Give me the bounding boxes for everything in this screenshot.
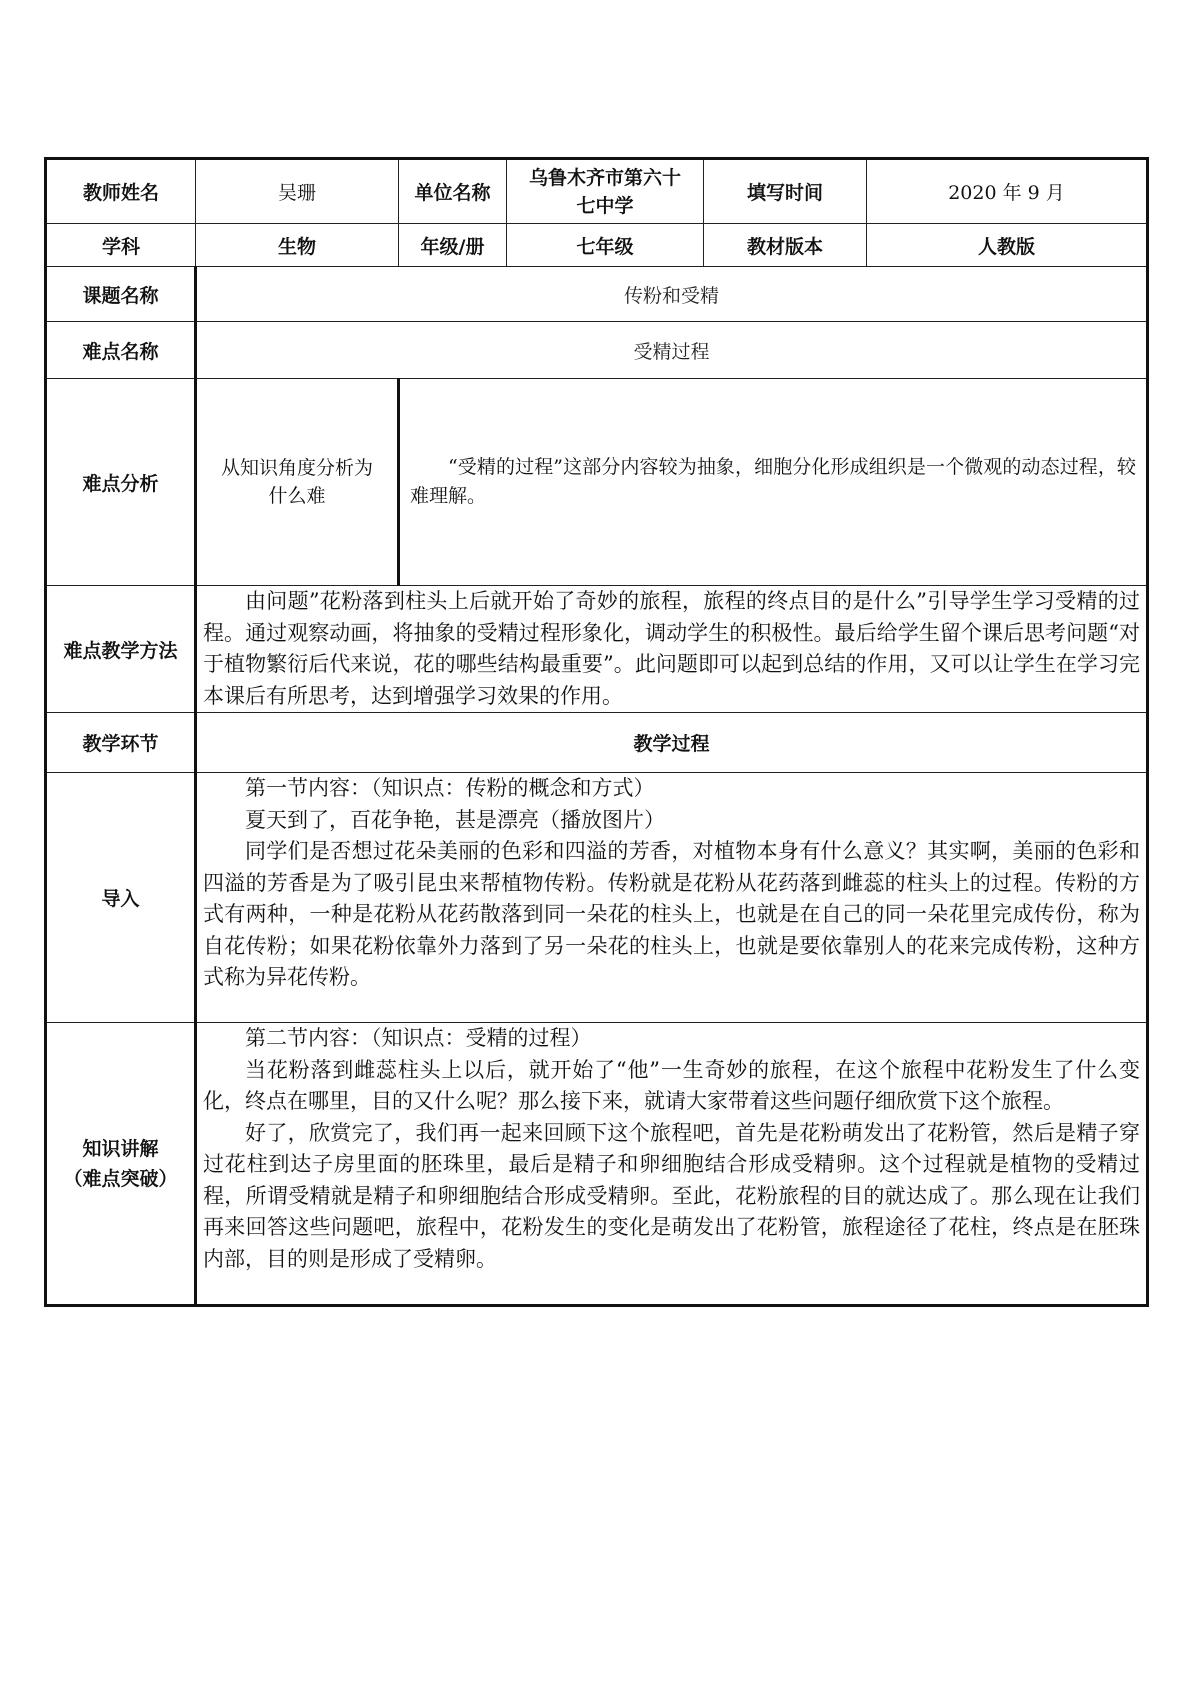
edition-value: 人教版 bbox=[867, 224, 1148, 267]
intro-row bbox=[46, 773, 1148, 1023]
intro-text-cell bbox=[196, 773, 1148, 1023]
edition-label: 教材版本 bbox=[704, 224, 867, 267]
knowledge-label-line1: 知识讲解 bbox=[82, 1137, 159, 1160]
method-text-cell bbox=[196, 586, 1148, 713]
unit-name-line2: 七中学 bbox=[576, 194, 634, 217]
topic-row bbox=[46, 267, 1148, 322]
topic-label: 课题名称 bbox=[46, 267, 196, 322]
header-row-2 bbox=[46, 224, 1148, 267]
lesson-plan-page bbox=[44, 157, 1146, 1307]
intro-label: 导入 bbox=[46, 773, 196, 1023]
knowledge-paragraph-1: 第二节内容：（知识点：受精的过程） bbox=[245, 1026, 592, 1050]
analysis-sub-label bbox=[196, 379, 399, 586]
analysis-sub-label-line1: 从知识角度分析为 bbox=[220, 457, 373, 479]
grade-value: 七年级 bbox=[507, 224, 704, 267]
process-header-row bbox=[46, 713, 1148, 773]
topic-value: 传粉和受精 bbox=[196, 267, 1148, 322]
process-stage-label: 教学环节 bbox=[46, 713, 196, 773]
unit-name-line1: 乌鲁木齐市第六十 bbox=[528, 166, 681, 189]
knowledge-text-cell bbox=[196, 1023, 1148, 1306]
lesson-plan-table bbox=[44, 157, 1149, 1307]
knowledge-paragraph-3: 好了，欣赏完了，我们再一起来回顾下这个旅程吧，首先是花粉萌发出了花粉管，然后是精子穿过花柱到达子房里面的胚珠里，最后是精子和卵细胞结合形成受精卵。这个过程就是植物的受精过程，所谓受精就是精子和卵细胞结合形成受精卵。至此，花粉旅程的目的就达成了。那么现在让我们再来回答这些问题吧，旅程中，花粉发生的变化是萌发出了花粉管，旅程途径了花柱，终点是在胚珠内部，目的则是形成了受精卵。 bbox=[203, 1120, 1140, 1271]
fill-date-label: 填写时间 bbox=[704, 159, 867, 224]
knowledge-paragraph-2: 当花粉落到雌蕊柱头上以后，就开始了“他”一生奇妙的旅程，在这个旅程中花粉发生了什么变化，终点在哪里，目的又什么呢？那么接下来，就请大家带着这些问题仔细欣赏下这个旅程。 bbox=[203, 1057, 1140, 1113]
method-text: 由问题”花粉落到柱头上后就开始了奇妙的旅程，旅程的终点目的是什么”引导学生学习受精的过程。通过观察动画，将抽象的受精过程形象化，调动学生的积极性。最后给学生留个课后思考问题“对于植物繁衍后代来说，花的哪些结构最重要”。此问题即可以起到总结的作用，又可以让学生在学习完本课后有所思考，达到增强学习效果的作用。 bbox=[203, 589, 1140, 708]
grade-label: 年级/册 bbox=[399, 224, 507, 267]
analysis-sub-label-line2: 什么难 bbox=[268, 485, 326, 507]
subject-value: 生物 bbox=[196, 224, 399, 267]
intro-paragraph-1: 第一节内容：（知识点：传粉的概念和方式） bbox=[245, 776, 655, 800]
knowledge-label-line2: （难点突破） bbox=[63, 1167, 178, 1190]
analysis-row bbox=[46, 379, 1148, 586]
analysis-label: 难点分析 bbox=[46, 379, 196, 586]
difficulty-row bbox=[46, 322, 1148, 379]
header-row-1 bbox=[46, 159, 1148, 224]
process-header-value: 教学过程 bbox=[196, 713, 1148, 773]
fill-date-value: 2020 年 9 月 bbox=[867, 159, 1148, 224]
unit-name-label: 单位名称 bbox=[399, 159, 507, 224]
subject-label: 学科 bbox=[46, 224, 196, 267]
intro-paragraph-2: 夏天到了，百花争艳，甚是漂亮（播放图片） bbox=[245, 807, 665, 832]
teacher-name-value: 吴珊 bbox=[196, 159, 399, 224]
method-row bbox=[46, 586, 1148, 713]
unit-name-value bbox=[507, 159, 704, 224]
difficulty-value: 受精过程 bbox=[196, 322, 1148, 379]
analysis-text: “受精的过程”这部分内容较为抽象，细胞分化形成组织是一个微观的动态过程，较难理解。 bbox=[410, 456, 1136, 507]
knowledge-row bbox=[46, 1023, 1148, 1306]
knowledge-label bbox=[46, 1023, 196, 1306]
intro-paragraph-3: 同学们是否想过花朵美丽的色彩和四溢的芳香，对植物本身有什么意义？其实啊，美丽的色彩和四溢的芳香是为了吸引昆虫来帮植物传粉。传粉就是花粉从花药落到雌蕊的柱头上的过程。传粉的方式有两种，一种是花粉从花药散落到同一朵花的柱头上，也就是在自己的同一朵花里完成传份，称为自花传粉；如果花粉依靠外力落到了另一朵花的柱头上，也就是要依靠别人的花来完成传粉，这种方式称为异花传粉。 bbox=[203, 839, 1140, 989]
teacher-name-label: 教师姓名 bbox=[46, 159, 196, 224]
method-label: 难点教学方法 bbox=[46, 586, 196, 713]
difficulty-label: 难点名称 bbox=[46, 322, 196, 379]
analysis-text-cell bbox=[399, 379, 1148, 586]
